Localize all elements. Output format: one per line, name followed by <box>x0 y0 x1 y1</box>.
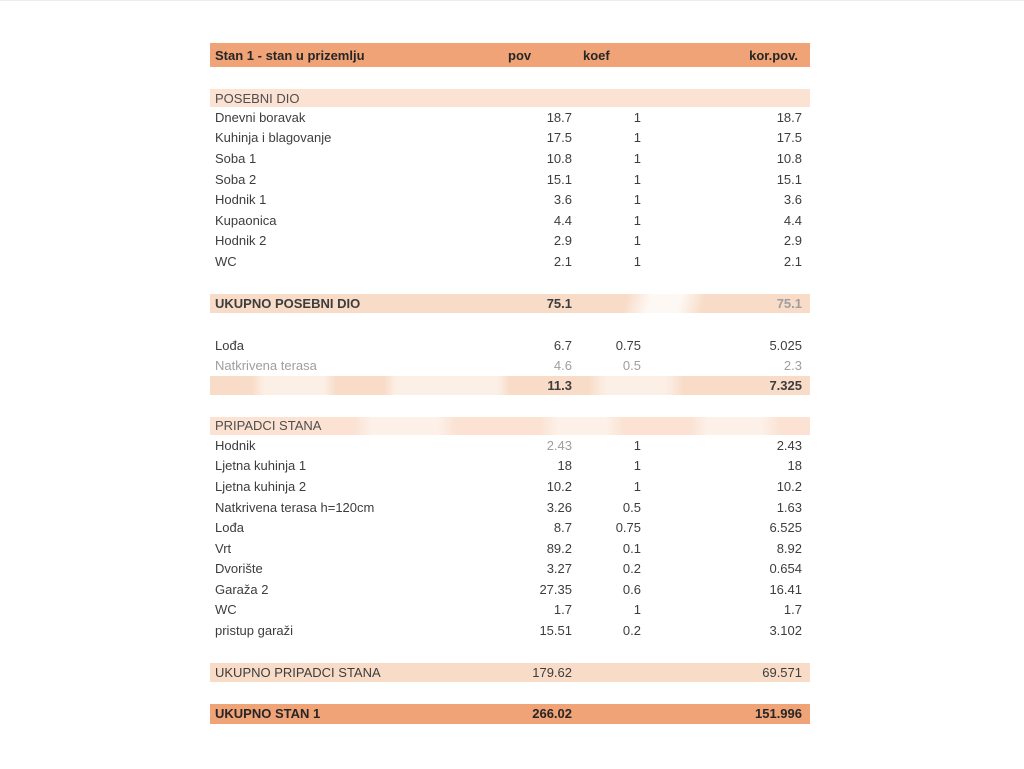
cell-koef: 1 <box>633 150 641 166</box>
cell-pov: 15.51 <box>539 623 572 639</box>
cell-koef: 1 <box>633 109 641 125</box>
cell-pov: 4.6 <box>553 358 572 374</box>
cell-label: Soba 2 <box>215 171 257 187</box>
table-row <box>210 148 810 169</box>
cell-label: Natkrivena terasa h=120cm <box>215 499 375 515</box>
cell-korpov: 2.9 <box>783 233 802 249</box>
spacer-row <box>210 395 810 417</box>
table-row <box>210 456 810 477</box>
cell-pov: 266.02 <box>532 706 572 722</box>
cell-korpov: 18 <box>787 458 802 474</box>
subtotal-row <box>210 376 810 395</box>
cell-korpov: 8.92 <box>776 540 802 556</box>
cell-label: Soba 1 <box>215 150 257 166</box>
grand-total-row <box>210 704 810 724</box>
cell-koef: 0.5 <box>622 358 641 374</box>
cell-pov: 6.7 <box>553 337 572 353</box>
cell-koef: 0.6 <box>622 581 641 597</box>
cell-pov: 15.1 <box>546 171 572 187</box>
apartment-area-table <box>210 43 810 724</box>
cell-pov: 2.9 <box>553 233 572 249</box>
cell-korpov: 2.3 <box>783 358 802 374</box>
cell-label: pristup garaži <box>215 623 294 639</box>
cell-koef: 1 <box>633 212 641 228</box>
cell-label: Kupaonica <box>215 212 277 228</box>
cell-pov: 18.7 <box>546 109 572 125</box>
cell-koef: 0.2 <box>622 561 641 577</box>
table-row <box>210 169 810 190</box>
cell-korpov: 18.7 <box>776 109 802 125</box>
cell-label: Ljetna kuhinja 1 <box>215 458 307 474</box>
spacer-row <box>210 682 810 704</box>
cell-label: Lođa <box>215 520 244 536</box>
spacer-row <box>210 272 810 294</box>
cell-pov: 4.4 <box>553 212 572 228</box>
cell-pov: 2.43 <box>546 437 572 453</box>
table-row <box>210 335 810 356</box>
cell-label: Hodnik 2 <box>215 233 267 249</box>
cell-label: Hodnik <box>215 437 256 453</box>
column-header-korpov: kor.pov. <box>749 47 798 63</box>
cell-pov: 75.1 <box>546 295 572 311</box>
cell-korpov: 6.525 <box>769 520 802 536</box>
cell-pov: 3.27 <box>546 561 572 577</box>
cell-pov: 10.2 <box>546 478 572 494</box>
cell-pov: 11.3 <box>547 377 572 393</box>
cell-label: Garaža 2 <box>215 581 269 597</box>
table-row <box>210 538 810 559</box>
cell-koef: 1 <box>633 458 641 474</box>
table-row <box>210 355 810 376</box>
cell-korpov: 0.654 <box>769 561 802 577</box>
cell-label: Ljetna kuhinja 2 <box>215 478 307 494</box>
cell-korpov: 10.8 <box>776 150 802 166</box>
cell-korpov: 16.41 <box>769 581 802 597</box>
cell-pov: 2.1 <box>553 253 572 269</box>
cell-korpov: 4.4 <box>783 212 802 228</box>
section-label: POSEBNI DIO <box>215 90 300 106</box>
table-title: Stan 1 - stan u prizemlju <box>215 47 365 63</box>
subtotal-row <box>210 663 810 682</box>
cell-korpov: 2.1 <box>783 253 802 269</box>
table-row <box>210 600 810 621</box>
cell-label: Dvorište <box>215 561 263 577</box>
cell-koef: 0.75 <box>615 520 641 536</box>
table-row <box>210 559 810 580</box>
cell-pov: 89.2 <box>546 540 572 556</box>
table-row <box>210 231 810 252</box>
cell-koef: 1 <box>633 171 641 187</box>
section-label: PRIPADCI STANA <box>215 418 322 434</box>
cell-pov: 179.62 <box>532 664 572 680</box>
cell-korpov: 3.6 <box>783 192 802 208</box>
cell-korpov: 15.1 <box>776 171 802 187</box>
cell-korpov: 3.102 <box>769 623 802 639</box>
table-row <box>210 497 810 518</box>
cell-label: UKUPNO PRIPADCI STANA <box>215 664 381 680</box>
cell-koef: 1 <box>633 233 641 249</box>
cell-label: Hodnik 1 <box>215 192 267 208</box>
cell-label: Dnevni boravak <box>215 109 306 125</box>
spacer-row <box>210 67 810 89</box>
table-row <box>210 579 810 600</box>
cell-koef: 1 <box>633 192 641 208</box>
cell-koef: 1 <box>633 437 641 453</box>
column-header-koef: koef <box>583 47 610 63</box>
table-row <box>210 517 810 538</box>
table-rows <box>210 89 810 724</box>
table-row <box>210 128 810 149</box>
table-row <box>210 107 810 128</box>
cell-label: Natkrivena terasa <box>215 358 317 374</box>
cell-pov: 10.8 <box>546 150 572 166</box>
cell-label: Lođa <box>215 337 244 353</box>
cell-korpov: 1.7 <box>783 602 802 618</box>
cell-korpov: 75.1 <box>776 295 802 311</box>
cell-koef: 1 <box>633 253 641 269</box>
spreadsheet-area-table <box>0 1 1024 769</box>
spacer-row <box>210 313 810 335</box>
cell-label: Vrt <box>215 540 232 556</box>
table-row <box>210 251 810 272</box>
cell-korpov: 10.2 <box>776 478 802 494</box>
table-row <box>210 620 810 641</box>
cell-korpov: 151.996 <box>755 706 802 722</box>
table-row <box>210 435 810 456</box>
table-row <box>210 210 810 231</box>
cell-label: UKUPNO POSEBNI DIO <box>215 295 361 311</box>
cell-pov: 3.6 <box>553 192 572 208</box>
cell-koef: 0.2 <box>622 623 641 639</box>
section-header-row <box>210 89 810 107</box>
cell-koef: 0.1 <box>622 540 641 556</box>
cell-korpov: 69.571 <box>762 664 802 680</box>
section-header-row <box>210 417 810 435</box>
table-row <box>210 189 810 210</box>
cell-koef: 1 <box>633 478 641 494</box>
cell-pov: 8.7 <box>553 520 572 536</box>
cell-label: WC <box>215 602 237 618</box>
cell-korpov: 5.025 <box>769 337 802 353</box>
cell-koef: 1 <box>633 130 641 146</box>
cell-korpov: 1.63 <box>776 499 802 515</box>
cell-koef: 1 <box>633 602 641 618</box>
cell-korpov: 17.5 <box>776 130 802 146</box>
cell-koef: 0.5 <box>622 499 641 515</box>
cell-korpov: 2.43 <box>776 437 802 453</box>
cell-pov: 27.35 <box>539 581 572 597</box>
cell-label: Kuhinja i blagovanje <box>215 130 332 146</box>
table-row <box>210 476 810 497</box>
subtotal-row <box>210 294 810 313</box>
cell-pov: 3.26 <box>546 499 572 515</box>
cell-pov: 1.7 <box>553 602 572 618</box>
table-header-row <box>210 43 810 67</box>
cell-pov: 18 <box>557 458 572 474</box>
cell-label: UKUPNO STAN 1 <box>215 706 321 722</box>
spacer-row <box>210 641 810 663</box>
cell-koef: 0.75 <box>615 337 641 353</box>
cell-pov: 17.5 <box>546 130 572 146</box>
column-header-pov: pov <box>508 47 532 63</box>
cell-korpov: 7.325 <box>769 377 802 393</box>
cell-label: WC <box>215 253 237 269</box>
